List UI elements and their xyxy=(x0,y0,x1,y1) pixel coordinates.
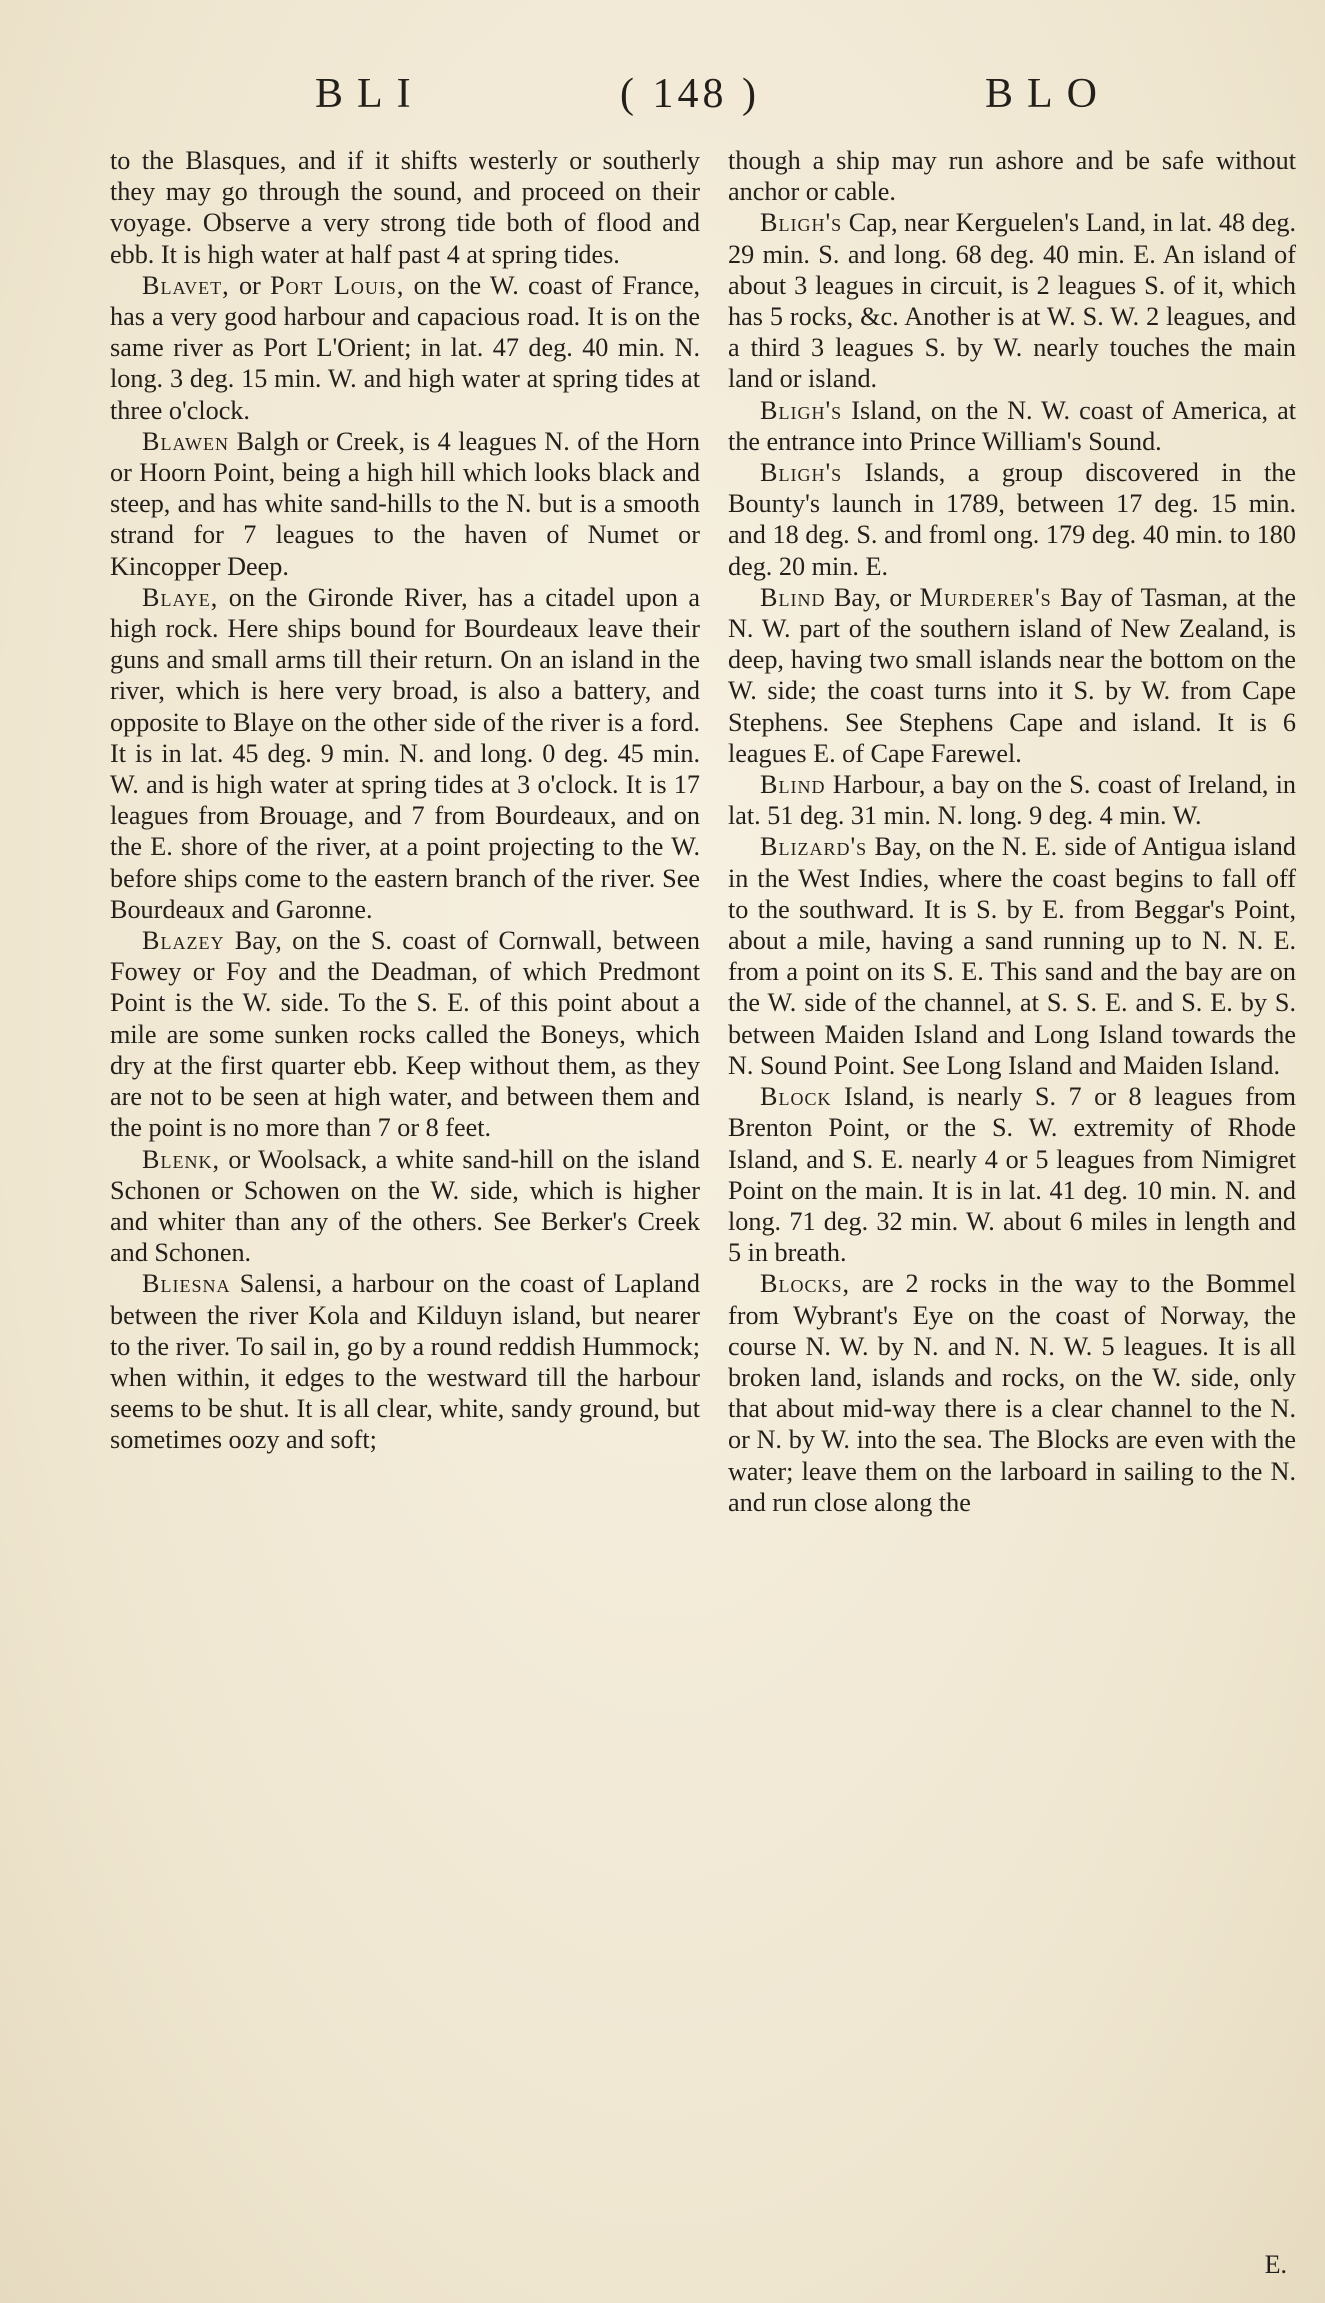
entry-blavet: Blavet, or Port Louis, on the W. coast of France, has a very good harbour and capacious road. It is on the same river as Port L'Orient; in lat. 47 deg. 40 min. N. long. 3 deg. 15 min. W. and high water at spring tides at three o'clock. xyxy=(110,270,701,425)
entry-blighs-island: Bligh's Island, on the N. W. coast of America, at the entrance into Prince William's Sound. xyxy=(728,395,1296,456)
entry-blenk: Blenk, or Woolsack, a white sand-hill on the island Schonen or Schowen on the W. side, which is higher and whiter than any of the others. See Berker's Creek and Schonen. xyxy=(110,1144,700,1268)
right-column xyxy=(728,145,1296,1518)
page-number: ( 148 ) xyxy=(620,71,760,117)
entry-blighs-cap: Bligh's Cap, near Kerguelen's Land, in lat. 48 deg. 29 min. S. and long. 68 deg. 40 min. E. An island of about 3 leagues in circuit, is 2 leagues S. of it, which has 5 rocks, &c. Another is at W. S. W. 2 leagues, and a third 3 leagues S. by W. nearly touches the main land or island. xyxy=(728,208,1296,394)
entry-continuation: though a ship may run ashore and be safe without anchor or cable. xyxy=(728,146,1296,207)
header-right-guideword: BLO xyxy=(985,71,1111,117)
entry-blazey: Blazey Bay, on the S. coast of Cornwall, between Fowey or Foy and the Deadman, of which Predmont Point is the W. side. To the S. E. of this point about a mile are some sunken rocks called the Boneys, which dry at the first quarter ebb. Keep without them, as they are not to be seen at high water, and between them and the point is no more than 7 or 8 feet. xyxy=(110,926,700,1143)
entry-blind-harbour: Blind Harbour, a bay on the S. coast of Ireland, in lat. 51 deg. 31 min. N. long. 9 deg. 4 min. W. xyxy=(728,770,1296,831)
running-header xyxy=(0,70,1325,130)
entry-blind-bay: Blind Bay, or Murderer's Bay of Tasman, at the N. W. part of the southern island of New Zealand, is deep, having two small islands near the bottom on the W. side; the coast turns into it S. by W. from Cape Stephens. See Stephens Cape and island. It is 6 leagues E. of Cape Farewel. xyxy=(728,582,1296,768)
entry-blighs-islands: Bligh's Islands, a group discovered in the Bounty's launch in 1789, between 17 deg. 15 min. and 18 deg. S. and froml ong. 179 deg. 40 min. to 180 deg. 20 min. E. xyxy=(728,458,1296,581)
entry-block-island: Block Island, is nearly S. 7 or 8 leagues from Brenton Point, or the S. W. extremity of Rhode Island, and S. E. nearly 4 or 5 leagues from Nimigret Point on the main. It is in lat. 41 deg. 10 min. N. and long. 71 deg. 32 min. W. about 6 miles in length and 5 in breath. xyxy=(728,1082,1296,1268)
entry-continuation: to the Blasques, and if it shifts westerly or southerly they may go through the sound, and proceed on their voyage. Observe a very strong tide both of flood and ebb. It is high water at half past 4 at spring tides. xyxy=(110,146,700,269)
entry-blocks: Blocks, are 2 rocks in the way to the Bommel from Wybrant's Eye on the coast of Norway, the course N. W. by N. and N. N. W. 5 leagues. It is all broken land, islands and rocks, on the W. side, only that about mid-way there is a clear channel to the N. or N. by W. into the sea. The Blocks are even with the water; leave them on the larboard in sailing to the N. and run close along the xyxy=(728,1269,1296,1517)
left-column xyxy=(110,145,700,1456)
entry-blawen: Blawen Balgh or Creek, is 4 leagues N. of the Horn or Hoorn Point, being a high hill which looks black and steep, and has white sand-hills to the N. but is a smooth strand for 7 leagues to the haven of Numet or Kincopper Deep. xyxy=(110,426,700,581)
entry-blaye: Blaye, on the Gironde River, has a citadel upon a high rock. Here ships bound for Bourdeaux leave their guns and small arms till their return. On an island in the river, which is here very broad, is also a battery, and opposite to Blaye on the other side of the river is a ford. It is in lat. 45 deg. 9 min. N. and long. 0 deg. 45 min. W. and is high water at spring tides at 3 o'clock. It is 17 leagues from Brouage, and 7 from Bourdeaux, and on the E. shore of the river, at a point projecting to the W. before ships come to the eastern branch of the river. See Bourdeaux and Garonne. xyxy=(110,582,700,924)
entry-bliesna: Bliesna Salensi, a harbour on the coast of Lapland between the river Kola and Kilduyn island, but nearer to the river. To sail in, go by a round reddish Hummock; when within, it edges to the westward till the harbour seems to be shut. It is all clear, white, sandy ground, but sometimes oozy and soft; xyxy=(110,1269,700,1455)
entry-blizards-bay: Blizard's Bay, on the N. E. side of Antigua island in the West Indies, where the coast begins to fall off to the southward. It is S. by E. from Beggar's Point, about a mile, having a sand running up to N. N. E. from a point on its S. E. This sand and the bay are on the W. side of the channel, at S. S. E. and S. E. by S. between Maiden Island and Long Island towards the N. Sound Point. See Long Island and Maiden Island. xyxy=(728,832,1296,1080)
header-left-guideword: BLI xyxy=(315,71,425,117)
catchword: E. xyxy=(1264,2250,1287,2279)
